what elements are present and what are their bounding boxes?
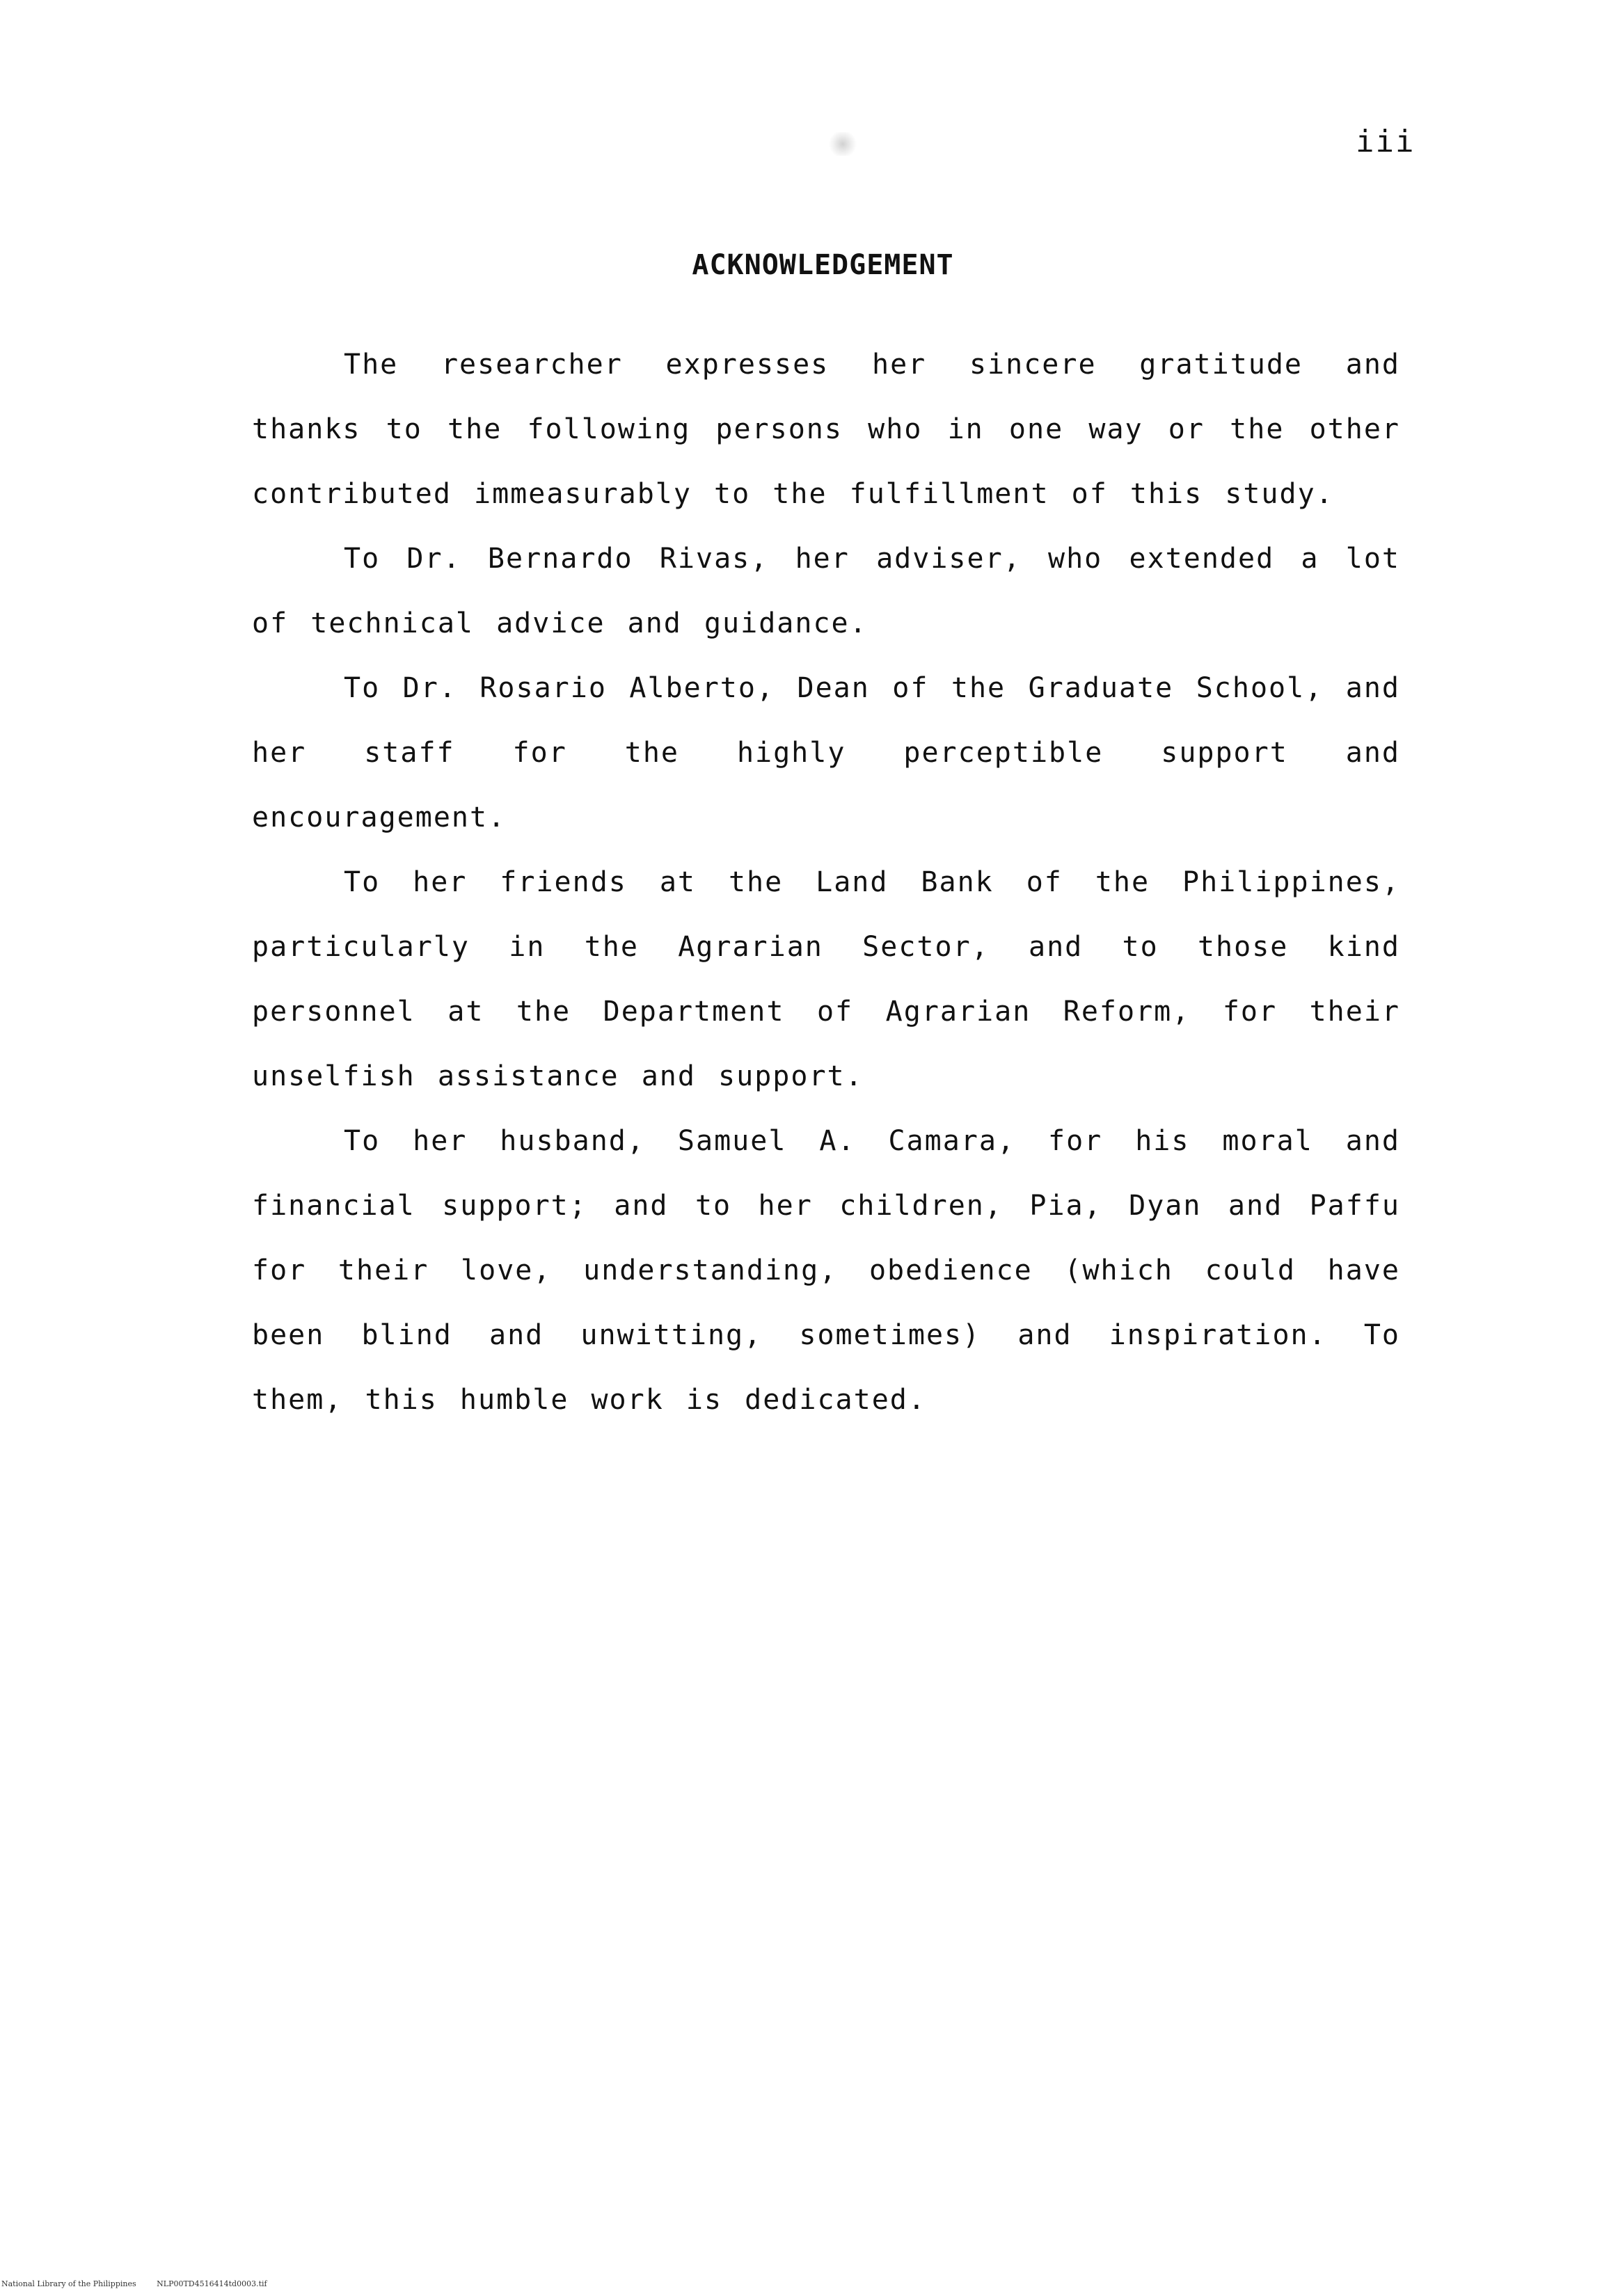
scan-footer <box>1 2279 267 2288</box>
paragraph-dean: To Dr. Rosario Alberto, Dean of the Graduate School, and her staff for the highly perceptible support and encouragement. <box>252 672 1400 834</box>
page-number: iii <box>1356 124 1415 159</box>
footer-source: National Library of the Philippines <box>1 2279 136 2288</box>
paragraph-family: To her husband, Samuel A. Camara, for his moral and financial support; and to her children, Pia, Dyan and Paffu for their love, understanding, obedience (which could have been blind and unwitting, sometimes) and inspiration. To them, this humble work is dedicated. <box>252 1125 1400 1416</box>
paragraph-gratitude: The researcher expresses her sincere gratitude and thanks to the following persons who in one way or the other contributed immeasurably to the fulfillment of this study. <box>252 349 1400 510</box>
scan-artifact <box>827 132 859 156</box>
page-heading: ACKNOWLEDGEMENT <box>692 249 954 281</box>
paragraph-adviser: To Dr. Bernardo Rivas, her adviser, who extended a lot of technical advice and guidance. <box>252 543 1400 639</box>
acknowledgement-body <box>252 333 1400 1433</box>
paragraph-friends: To her friends at the Land Bank of the Philippines, particularly in the Agrarian Sector, and to those kind personnel at the Department of Agrarian Reform, for their unselfish assistance and support. <box>252 866 1400 1092</box>
footer-filename: NLP00TD4516414td0003.tif <box>157 2279 267 2288</box>
